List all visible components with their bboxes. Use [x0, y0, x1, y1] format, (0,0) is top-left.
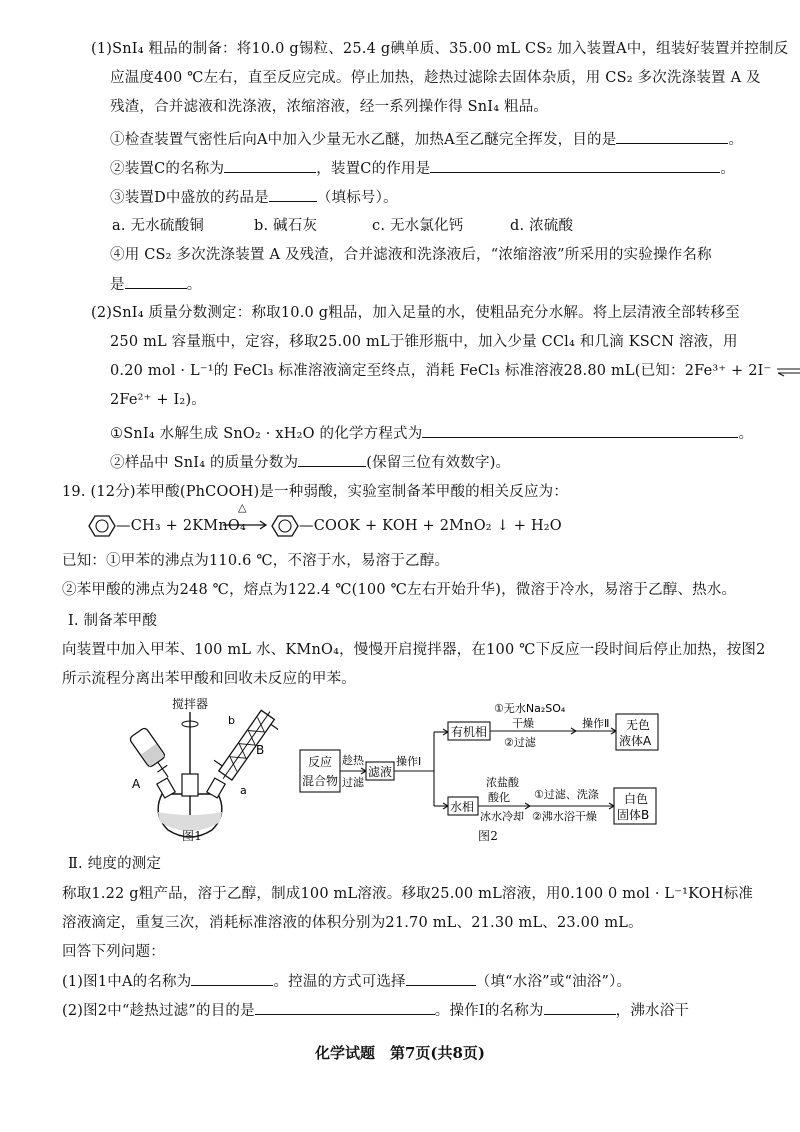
box-liquid-a-line2: 液体A: [619, 734, 652, 748]
page-footer: 化学试题 第7页(共8页): [314, 1044, 486, 1062]
q18-p1-subq3: [110, 187, 398, 208]
q19-section-2: Ⅱ. 纯度的测定: [68, 856, 162, 872]
q19-question-2-text-c: ，沸水浴干: [615, 1003, 690, 1019]
q19-known-1: 已知：①甲苯的沸点为110.6 ℃，不溶于水，易溶于乙醇。: [62, 553, 450, 569]
water-step-1: 浓盐酸: [486, 776, 519, 789]
arrow-hot-filter-line2: 过滤: [342, 776, 364, 789]
q18-p2-subq2: [110, 452, 510, 473]
organic-step-2: 干燥: [512, 717, 534, 730]
answer-blank[interactable]: [430, 158, 720, 173]
q19-equation-left: —CH₃ + 2KMnO₄: [116, 518, 246, 534]
stirrer-label: 搅拌器: [172, 697, 209, 711]
q18-p1-option-b: b. 碱石灰: [254, 218, 318, 234]
q18-p1-subq1: [110, 129, 743, 150]
box-solid-b-line2: 固体B: [617, 808, 650, 822]
q19-intro: 19. (12分)苯甲酸(PhCOOH)是一种弱酸，实验室制备苯甲酸的相关反应为：: [62, 484, 569, 500]
answer-blank[interactable]: [224, 158, 316, 173]
figure-1-caption: 图1: [182, 829, 203, 843]
q18-p2-line4: 2Fe²⁺ + I₂)。: [110, 392, 207, 408]
q18-p1-subq4-text-b: 是: [110, 277, 125, 293]
box-liquid-a-line1: 无色: [626, 718, 651, 732]
q19-answer-prompt: 回答下列问题：: [62, 944, 165, 960]
box-reaction-mixture-line1: 反应: [308, 755, 333, 769]
q19-known-2: ②苯甲酸的沸点为248 ℃，熔点为122.4 ℃(100 ℃左右开始升华)，微溶于冷水，易溶于乙醇、热水。: [62, 582, 737, 598]
q18-p1-option-a: a. 无水硫酸铜: [112, 218, 204, 234]
answer-blank[interactable]: [616, 129, 728, 144]
label-A: A: [132, 777, 141, 791]
q19-question-1-text-a: (1)图1中A的名称为: [62, 974, 192, 990]
benzene-ring-icon: [88, 514, 116, 538]
q18-p1-subq2: [110, 158, 735, 179]
q19-question-1-text-c: （填“水浴”或“油浴”）。: [475, 974, 632, 990]
box-filtrate-label: 滤液: [368, 765, 393, 779]
operation-2-label: 操作Ⅱ: [582, 717, 610, 730]
answer-blank[interactable]: [544, 1000, 616, 1015]
q18-p1-subq1-text: ①检查装置气密性后向A中加入少量无水乙醚，加热A至乙醚完全挥发，目的是: [110, 132, 617, 148]
q18-p2-subq1-text: ①SnI₄ 水解生成 SnO₂ · xH₂O 的化学方程式为: [110, 426, 423, 442]
period: 。: [186, 277, 202, 293]
equilibrium-arrow-icon: [776, 365, 800, 377]
label-a: a: [240, 784, 247, 797]
q18-p2-line3-text: 0.20 mol · L⁻¹的 FeCl₃ 标准溶液滴定至终点，消耗 FeCl₃ 标准溶液28.80 mL(已知：2Fe³⁺ + 2I⁻: [110, 363, 772, 379]
answer-blank[interactable]: [406, 971, 476, 986]
answer-blank[interactable]: [269, 187, 317, 202]
label-b: b: [228, 714, 235, 727]
arrow-hot-filter-line1: 趁热: [342, 754, 364, 767]
q19-question-2: [62, 1000, 689, 1021]
benzene-ring-icon: [271, 514, 299, 538]
q19-paragraph-2b: 溶液滴定，重复三次，消耗标准溶液的体积分别为21.70 mL、21.30 mL、23.00 mL。: [62, 915, 643, 931]
q18-p1-subq3-text-b: （填标号）。: [316, 190, 398, 206]
organic-step-1: ①无水Na₂SO₄: [494, 702, 566, 715]
q18-p1-subq2-text-a: ②装置C的名称为: [110, 161, 225, 177]
q18-p1-subq4-end: [110, 274, 201, 295]
q18-p2-line2: 250 mL 容量瓶中，定容，移取25.00 mL于锥形瓶中，加入少量 CCl₄ 和几滴 KSCN 溶液，用: [110, 334, 738, 350]
box-solid-b-line1: 白色: [624, 792, 649, 806]
q18-p1-line1: (1)SnI₄ 粗品的制备：将10.0 g锡粒、25.4 g碘单质、35.00 mL CS₂ 加入装置A中，组装好装置并控制反: [91, 41, 789, 57]
answer-blank[interactable]: [125, 274, 187, 289]
organic-step-3: ②过滤: [504, 736, 536, 749]
answer-blank[interactable]: [255, 1000, 435, 1015]
q19-question-1: [62, 971, 631, 992]
answer-blank[interactable]: [191, 971, 273, 986]
q19-question-2-text-b: 。操作Ⅰ的名称为: [434, 1003, 544, 1019]
period: 。: [728, 132, 744, 148]
q18-p2-subq1: [110, 423, 753, 444]
box-water-phase-label: 水相: [450, 800, 475, 814]
q19-question-2-text-a: (2)图2中“趁热过滤”的目的是: [62, 1003, 255, 1019]
reaction-arrow-icon: [222, 519, 268, 531]
figure-2-caption: 图2: [478, 829, 499, 843]
q18-p1-subq3-text-a: ③装置D中盛放的药品是: [110, 190, 269, 206]
q18-p1-line2: 应温度400 ℃左右，直至反应完成。停止加热，趁热过滤除去固体杂质，用 CS₂ 多次洗涤装置 A 及: [110, 70, 761, 86]
q18-p2-subq2-text-b: (保留三位有效数字)。: [366, 455, 511, 471]
q19-section-1: Ⅰ. 制备苯甲酸: [68, 613, 158, 629]
box-organic-phase-label: 有机相: [451, 725, 488, 739]
period: 。: [720, 161, 736, 177]
figure-1-apparatus: [118, 694, 278, 844]
q19-question-1-text-b: 。控温的方式可选择: [273, 974, 406, 990]
q19-paragraph-1a: 向装置中加入甲苯、100 mL 水、KMnO₄，慢慢开启搅拌器，在100 ℃下反应一段时间后停止加热，按图2: [62, 642, 766, 658]
figure-2-flowchart: [296, 702, 696, 828]
answer-blank[interactable]: [298, 452, 366, 467]
q18-p2-line3: [110, 361, 800, 381]
q18-p2-subq2-text-a: ②样品中 SnI₄ 的质量分数为: [110, 455, 299, 471]
q19-paragraph-1b: 所示流程分离出苯甲酸和回收未反应的甲苯。: [62, 671, 356, 687]
water-step-2: 酸化: [488, 791, 510, 804]
q18-p1-subq2-text-b: ，装置C的作用是: [316, 161, 431, 177]
b-step-1: ①过滤、洗涤: [534, 788, 599, 801]
b-step-2: ②沸水浴干燥: [532, 810, 597, 823]
answer-blank[interactable]: [422, 423, 738, 438]
period: 。: [738, 426, 754, 442]
q19-paragraph-2a: 称取1.22 g粗产品，溶于乙醇，制成100 mL溶液。移取25.00 mL溶液，用0.100 0 mol · L⁻¹KOH标准: [62, 886, 754, 902]
q18-p1-option-d: d. 浓硫酸: [510, 218, 574, 234]
q18-p2-line1: (2)SnI₄ 质量分数测定：称取10.0 g粗品，加入足量的水，使粗品充分水解。将上层清液全部转移至: [91, 305, 740, 321]
q18-p1-subq4: ④用 CS₂ 多次洗涤装置 A 及残渣，合并滤液和洗涤液后，“浓缩溶液”所采用的实验操作名称: [110, 247, 712, 263]
label-B: B: [256, 743, 265, 757]
operation-1-label: 操作Ⅰ: [396, 755, 422, 768]
box-reaction-mixture-line2: 混合物: [302, 774, 339, 788]
q19-equation-condition: △: [238, 501, 247, 514]
q18-p1-option-c: c. 无水氯化钙: [372, 218, 464, 234]
q19-equation-right: —COOK + KOH + 2MnO₂ ↓ + H₂O: [299, 518, 562, 534]
q18-p1-line3: 残渣，合并滤液和洗涤液，浓缩溶液，经一系列操作得 SnI₄ 粗品。: [110, 99, 549, 115]
water-step-3: 冰水冷却: [480, 810, 524, 823]
